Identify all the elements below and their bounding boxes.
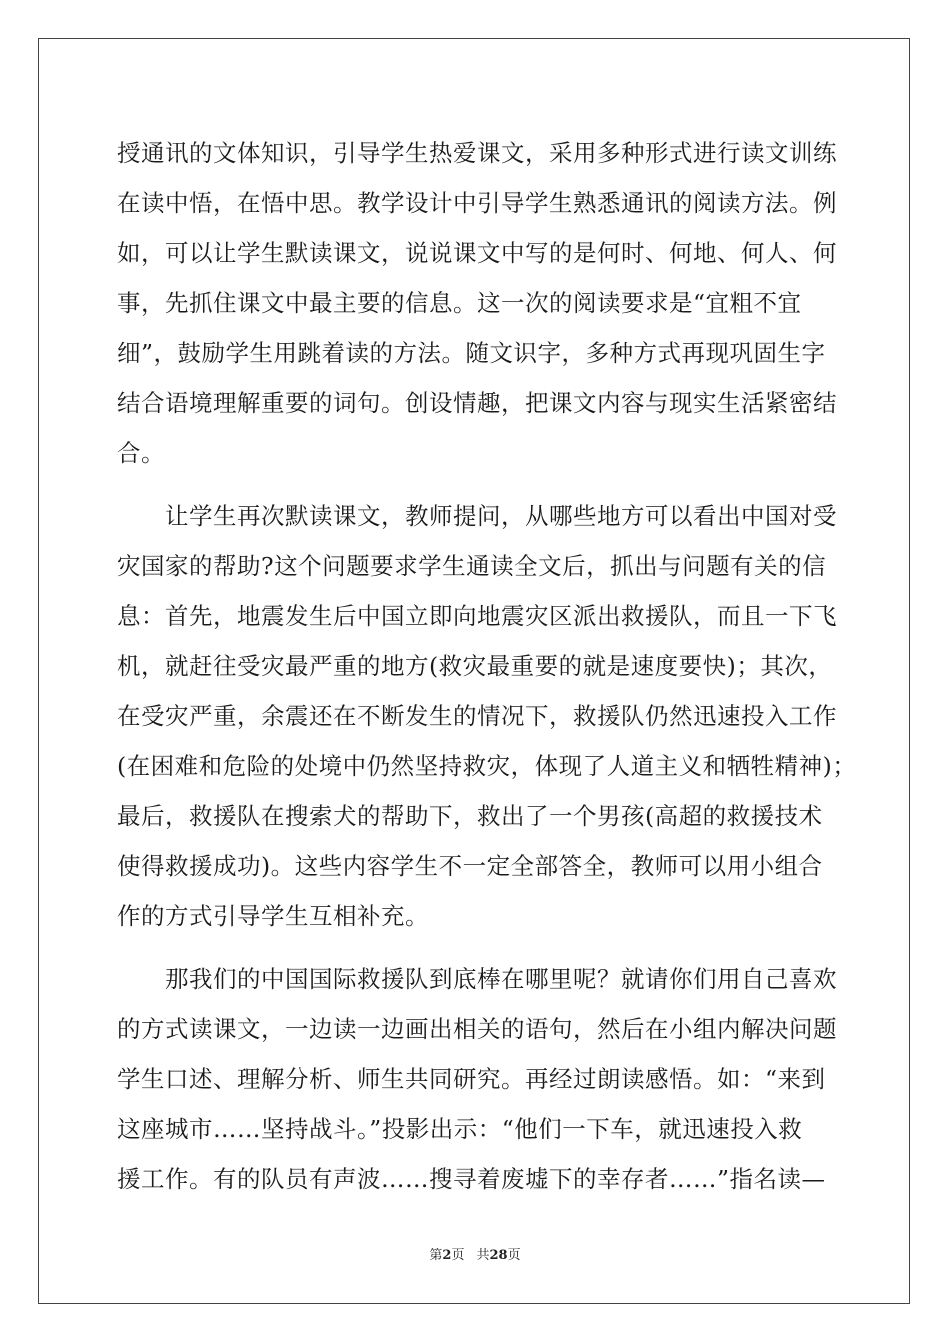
total-prefix: 共 xyxy=(476,1248,490,1263)
text-line: 在读中悟，在悟中思。教学设计中引导学生熟悉通讯的阅读方法。例 xyxy=(117,189,837,217)
text-line: 作的方式引导学生互相补充。 xyxy=(117,902,429,930)
text-line: 这座城市……坚持战斗。”投影出示：“他们一下车，就迅速投入救 xyxy=(117,1115,803,1143)
total-unit: 页 xyxy=(507,1248,521,1263)
text-line: 在受灾严重，余震还在不断发生的情况下，救援队仍然迅速投入工作 xyxy=(117,702,837,730)
page-prefix: 第 xyxy=(429,1248,443,1263)
page-current-number: 2 xyxy=(442,1248,452,1263)
paragraph-spacing xyxy=(117,478,837,491)
text-line: 使得救援成功)。这些内容学生不一定全部答全，教师可以用小组合 xyxy=(117,852,823,880)
text-line: 结合语境理解重要的词句。创设情趣，把课文内容与现实生活紧密结 xyxy=(117,389,837,417)
text-line: 学生口述、理解分析、师生共同研究。再经过朗读感悟。如：“来到 xyxy=(117,1065,826,1093)
text-line: (在困难和危险的处境中仍然坚持救灾，体现了人道主义和牺牲精神)； xyxy=(117,752,857,780)
text-line: 机，就赶往受灾最严重的地方(救灾最重要的就是速度要快)；其次， xyxy=(117,652,833,680)
text-line: 细”，鼓励学生用跳着读的方法。随文识字，多种方式再现巩固生字 xyxy=(117,339,826,367)
text-line: 授通讯的文体知识，引导学生热爱课文，采用多种形式进行读文训练 xyxy=(117,139,837,167)
text-line: 援工作。有的队员有声波……搜寻着废墟下的幸存者……”指名读— xyxy=(117,1165,826,1193)
paragraph-spacing xyxy=(117,941,837,954)
text-line: 的方式读课文，一边读一边画出相关的语句，然后在小组内解决问题 xyxy=(117,1015,837,1043)
text-line: 让学生再次默读课文，教师提问，从哪些地方可以看出中国对受 xyxy=(117,502,837,530)
paragraph-1 xyxy=(117,128,837,478)
page-footer xyxy=(0,1246,950,1266)
paragraph-2 xyxy=(117,491,857,941)
document-body xyxy=(117,128,857,1204)
text-line: 合。 xyxy=(117,439,165,467)
paragraph-3 xyxy=(117,954,837,1204)
text-line: 息：首先，地震发生后中国立即向地震灾区派出救援队，而且一下飞 xyxy=(117,602,837,630)
text-line: 最后，救援队在搜索犬的帮助下，救出了一个男孩(高超的救援技术 xyxy=(117,802,823,830)
text-line: 那我们的中国国际救援队到底棒在哪里呢？就请你们用自己喜欢 xyxy=(117,965,837,993)
page-total-number: 28 xyxy=(489,1248,508,1263)
text-line: 事，先抓住课文中最主要的信息。这一次的阅读要求是“宜粗不宜 xyxy=(117,289,802,317)
text-line: 灾国家的帮助?这个问题要求学生通读全文后，抓出与问题有关的信 xyxy=(117,552,827,580)
text-line: 如，可以让学生默读课文，说说课文中写的是何时、何地、何人、何 xyxy=(117,239,837,267)
page-unit: 页 xyxy=(451,1248,465,1263)
